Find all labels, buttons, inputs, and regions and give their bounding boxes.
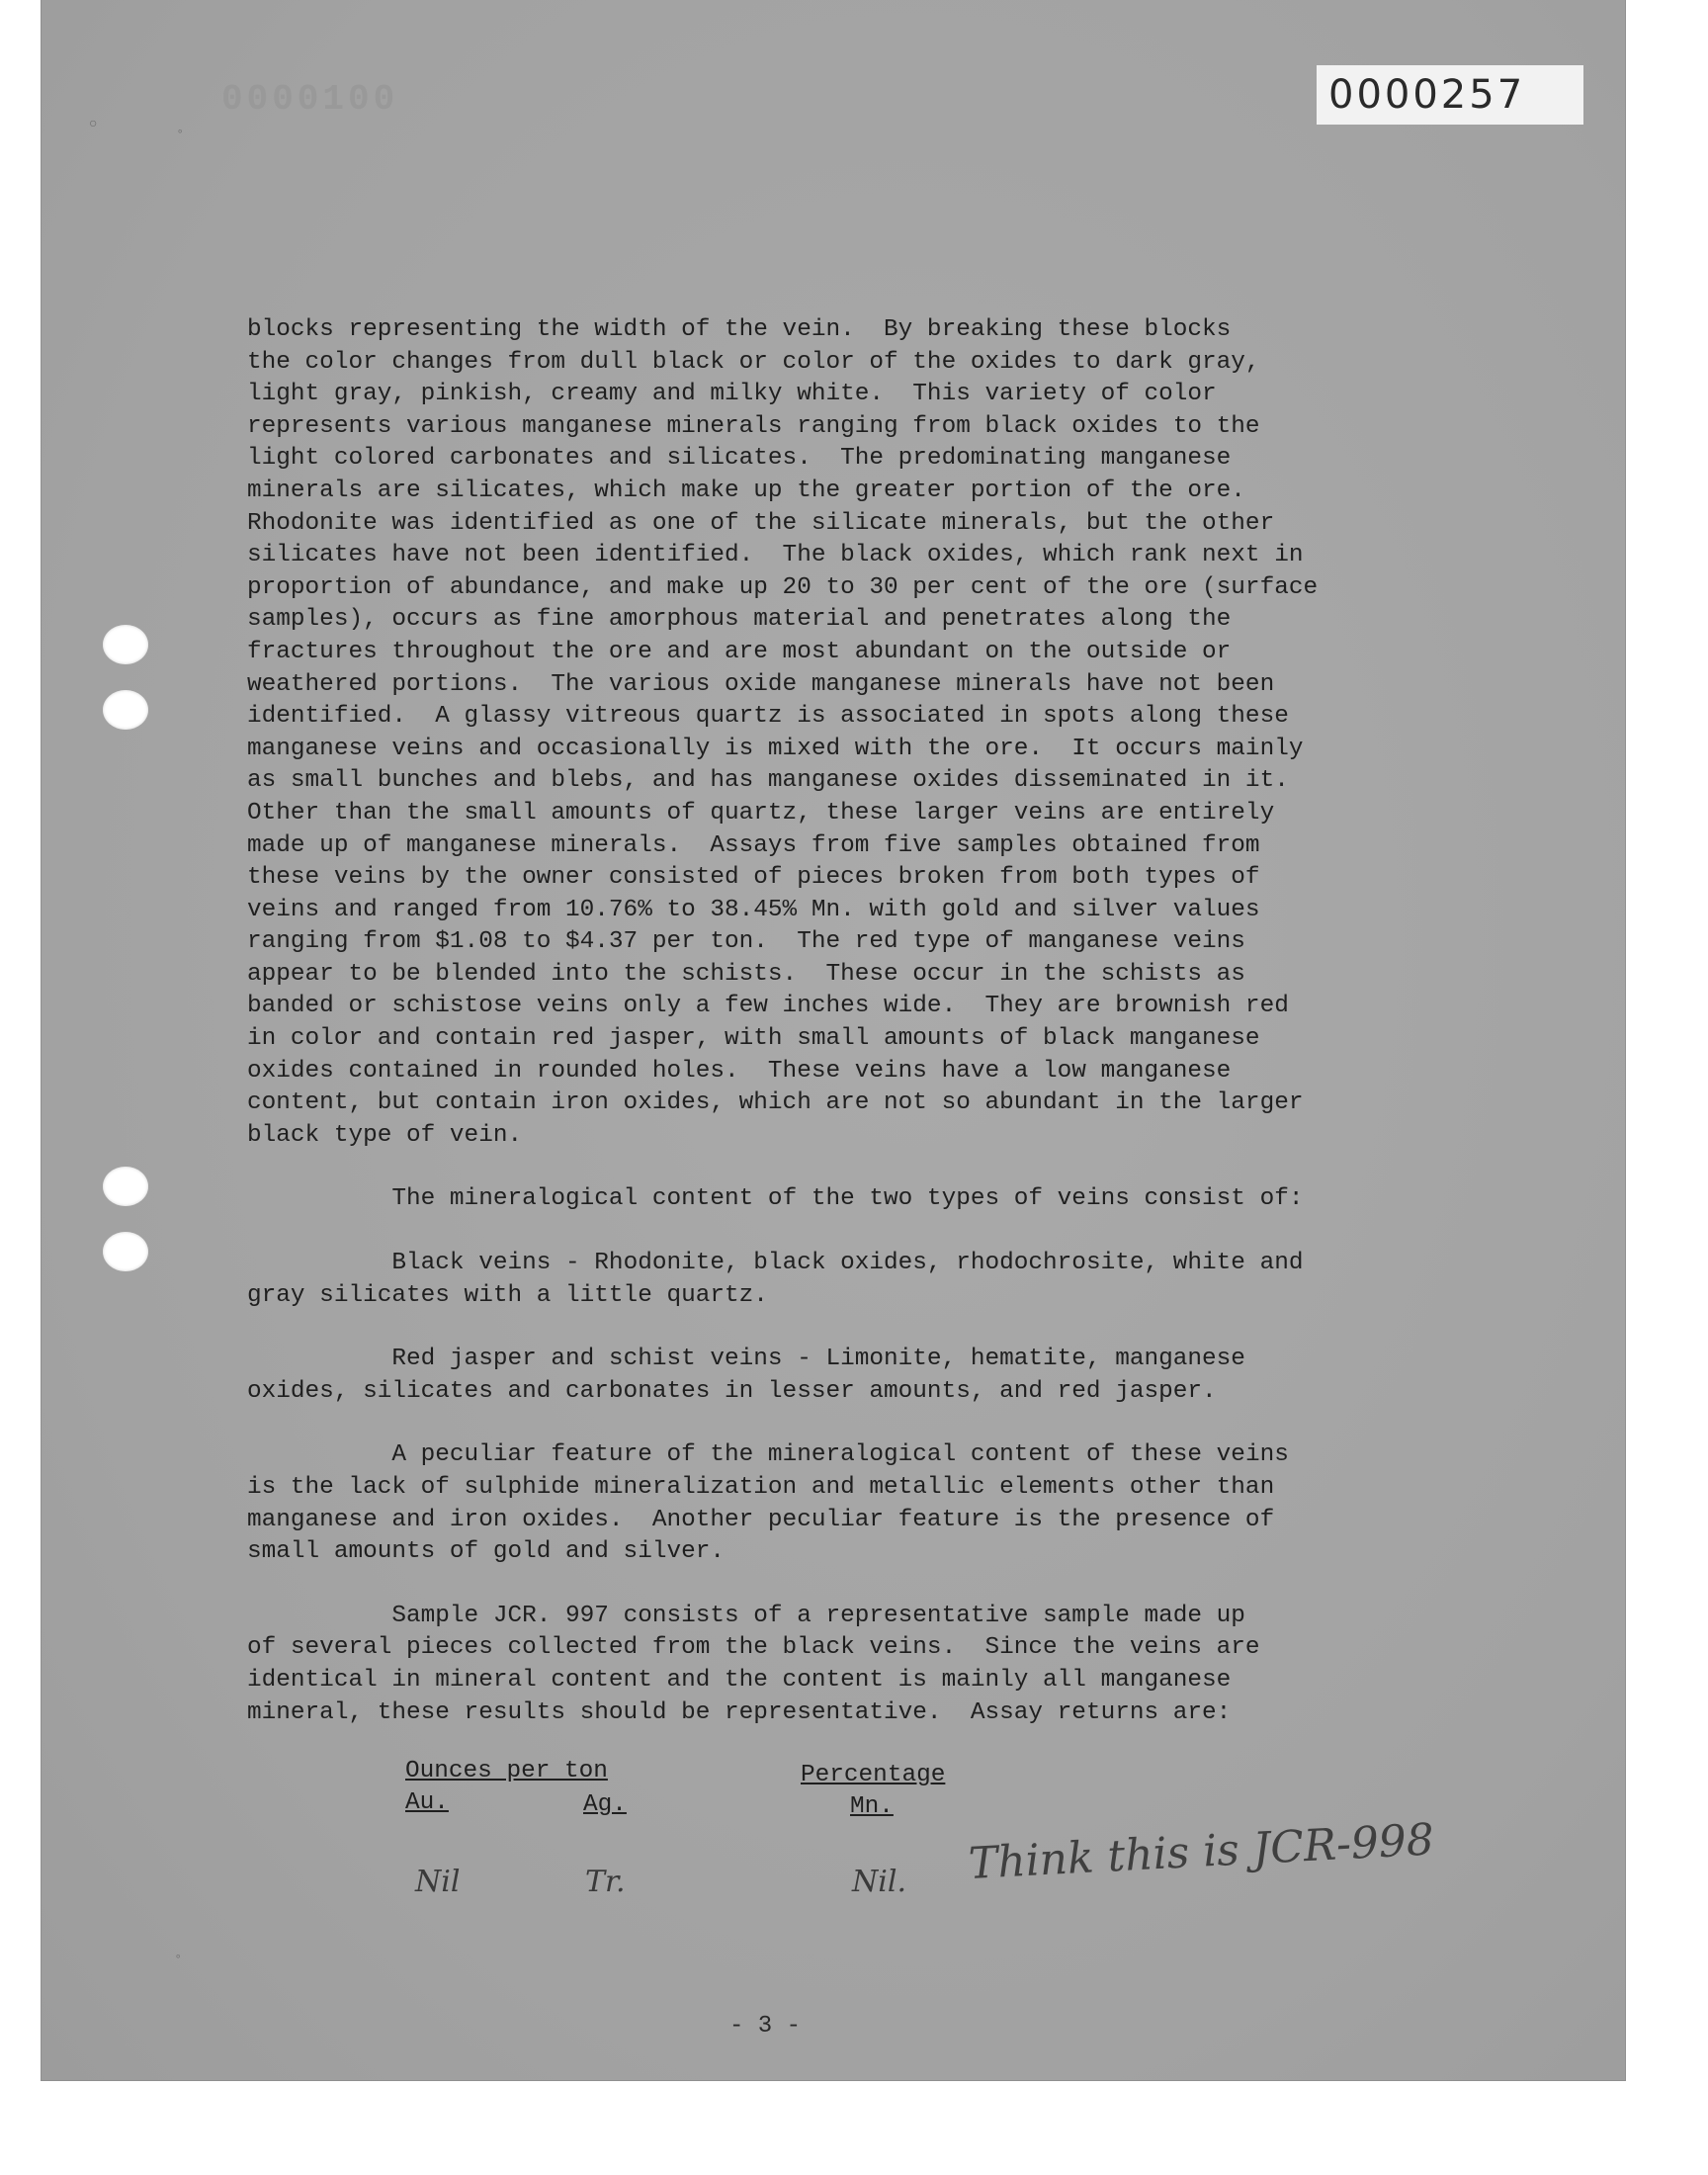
percentage-header: Percentage xyxy=(801,1762,946,1788)
punch-hole xyxy=(103,625,148,664)
ag-column-header: Ag. xyxy=(583,1791,627,1818)
paragraph: A peculiar feature of the mineralogical content of these veins is the lack of sulphide mineralization and metallic elements other than manganese and iron oxides. Another peculiar feature is the presence of small amounts of gold and silver. xyxy=(247,1441,1289,1566)
document-number-stamp: 0000257 xyxy=(1317,65,1583,125)
page-number: - 3 - xyxy=(729,2013,802,2040)
bleed-through-number: 0000100 xyxy=(221,79,399,120)
paragraph: Red jasper and schist veins - Limonite, hematite, manganese oxides, silicates and carbonates in lesser amounts, and red jasper. xyxy=(247,1346,1245,1405)
mn-value: Nil. xyxy=(852,1865,906,1899)
mn-column-header: Mn. xyxy=(850,1793,894,1820)
paragraph: Sample JCR. 997 consists of a representative sample made up of several pieces collected from the black veins. Since the veins are identical in mineral content and the content is mainly all manganese mineral, these results should be representative. Assay returns are: xyxy=(247,1602,1260,1726)
body-text xyxy=(247,314,1493,1729)
speck-mark: ○ xyxy=(89,117,98,132)
punch-hole xyxy=(103,1167,148,1206)
paragraph: blocks representing the width of the vein. By breaking these blocks the color changes from dull black or color of the oxides to dark gray, light gray, pinkish, creamy and milky white. This variety of color represents various manganese minerals ranging from black oxides to the light colored carbonates and silicates. The predominating manganese minerals are silicates, which make up the greater portion of the ore. Rhodonite was identified as one of the silicate minerals, but the other silicates have not been identified. The black oxides, which rank next in proportion of abundance, and make up 20 to 30 per cent of the ore (surface samples), occurs as fine amorphous material and penetrates along the fractures throughout the ore and are most abundant on the outside or weathered portions. The various oxide manganese minerals have not been identified. A glassy vitreous quartz is associated in spots along these manganese veins and occasionally is mixed with the ore. It occurs mainly as small bunches and blebs, and has manganese oxides disseminated in it. Other than the small amounts of quartz, these larger veins are entirely made up of manganese minerals. Assays from five samples obtained from these veins by the owner consisted of pieces broken from both types of veins and ranged from 10.76% to 38.45% Mn. with gold and silver values ranging from $1.08 to $4.37 per ton. The red type of manganese veins appear to be blended into the schists. These occur in the schists as banded or schistose veins only a few inches wide. They are brownish red in color and contain red jasper, with small amounts of black manganese oxides contained in rounded holes. These veins have a low manganese content, but contain iron oxides, which are not so abundant in the larger black type of vein. xyxy=(247,316,1319,1149)
ounces-per-ton-header: Ounces per ton xyxy=(405,1758,608,1784)
ag-value: Tr. xyxy=(585,1865,626,1899)
punch-hole xyxy=(103,690,148,730)
paragraph: Black veins - Rhodonite, black oxides, rhodochrosite, white and gray silicates with a little quartz. xyxy=(247,1250,1304,1309)
au-value: Nil xyxy=(415,1865,461,1899)
handwritten-note: Think this is JCR-998 xyxy=(967,1814,1436,1889)
paragraph: The mineralogical content of the two types of veins consist of: xyxy=(247,1185,1304,1213)
speck-mark: ◦ xyxy=(174,1950,183,1965)
speck-mark: ◦ xyxy=(176,125,185,140)
au-column-header: Au. xyxy=(405,1789,449,1816)
punch-hole xyxy=(103,1232,148,1271)
